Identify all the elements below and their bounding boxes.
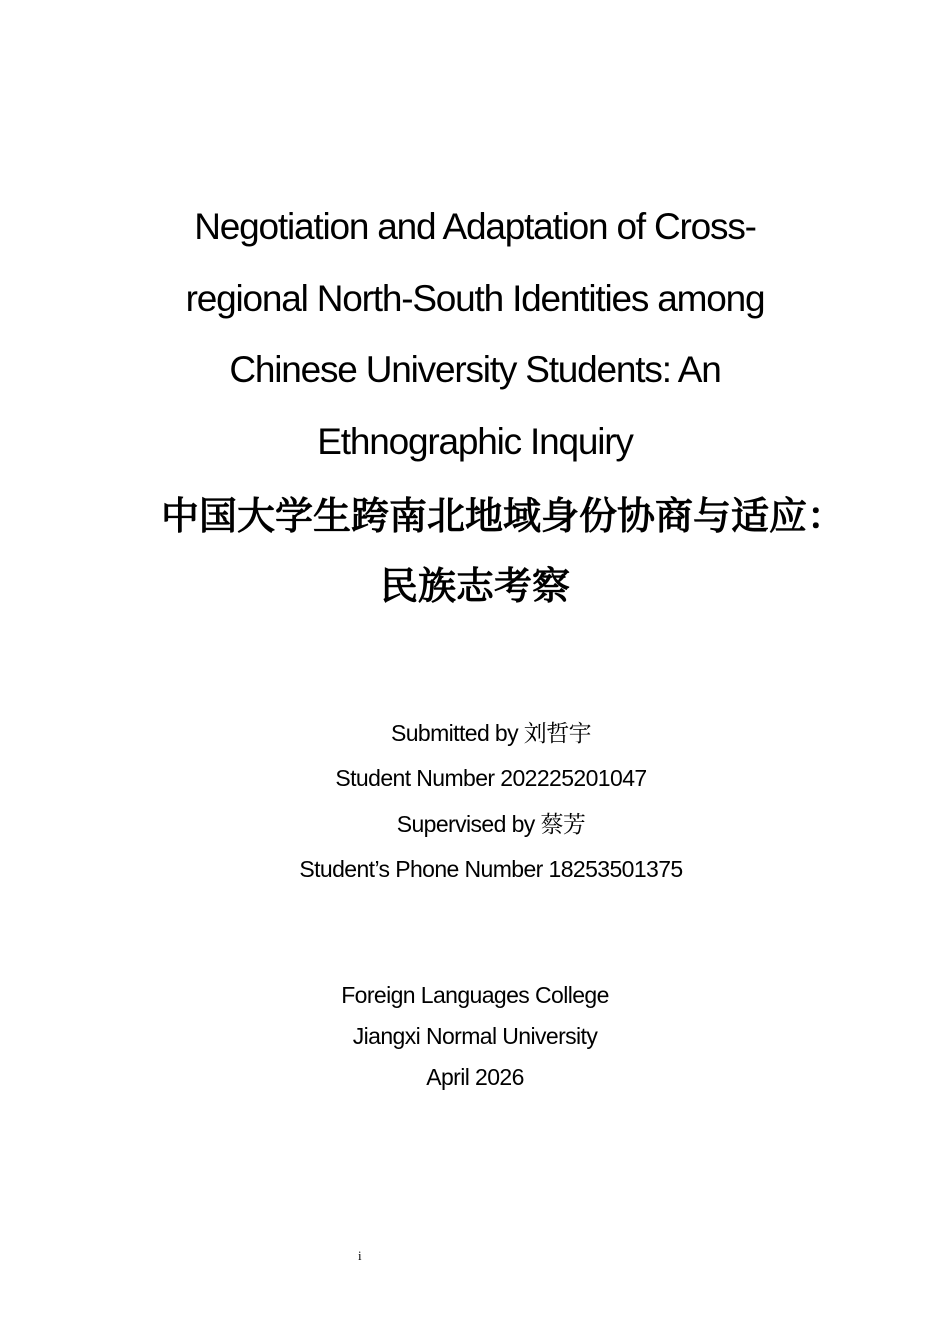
supervised-by: Supervised by 蔡芳 [396, 811, 586, 837]
submission-date: April 2026 [426, 1064, 524, 1090]
college-name: Foreign Languages College [341, 982, 609, 1008]
university-name: Jiangxi Normal University [352, 1023, 598, 1049]
title-line-1: Negotiation and Adaptation of Cross- [194, 206, 756, 247]
title-line-2: regional North-South Identities among [185, 278, 765, 319]
title-zh-line-2: 民族志考察 [379, 564, 570, 608]
student-phone: Student’s Phone Number 18253501375 [299, 856, 683, 882]
submitted-by: Submitted by 刘哲宇 [390, 720, 592, 746]
title-zh-line-1: 中国大学生跨南北地域身份协商与适应： [160, 494, 845, 538]
title-line-3: Chinese University Students: An [229, 349, 721, 390]
student-number: Student Number 202225201047 [335, 765, 647, 791]
title-line-4: Ethnographic Inquiry [317, 421, 633, 462]
page-number: i [358, 1248, 362, 1263]
